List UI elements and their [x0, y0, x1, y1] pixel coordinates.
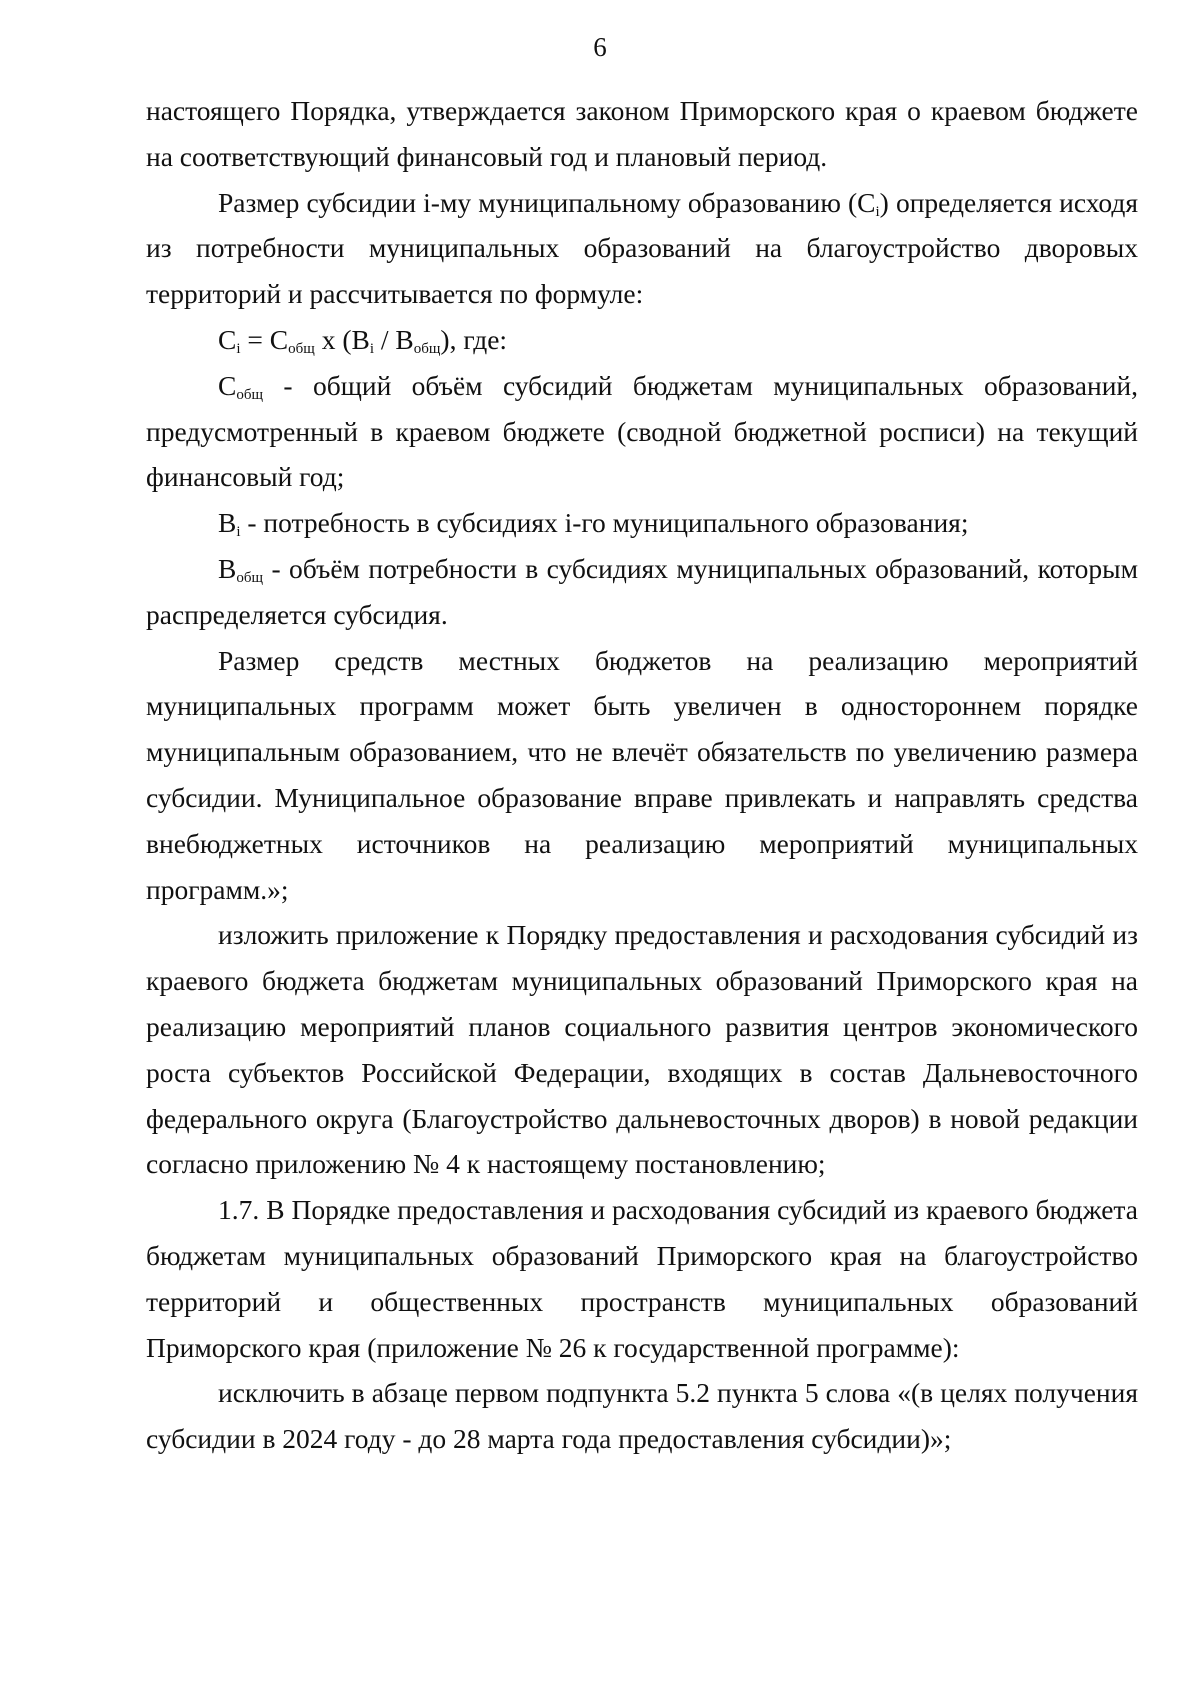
document-body	[146, 88, 1138, 1462]
formula-line	[146, 317, 1138, 363]
subscript: i	[236, 524, 241, 541]
paragraph-subsidy-size	[146, 180, 1138, 317]
paragraph-text: Размер субсидии i-му муниципальному образованию (C	[218, 186, 876, 218]
subscript: i	[875, 203, 880, 220]
formula-part: ), где:	[440, 323, 508, 355]
paragraph-exclusion: исключить в абзаце первом подпункта 5.2 пункта 5 слова «(в целях получения субсидии в 2024 году - до 28 марта года предоставления субсидии)»;	[146, 1377, 1138, 1455]
definition-text: - объём потребности в субсидиях муниципальных образований, которым распределяется субсидия.	[146, 552, 1138, 630]
subscript: общ	[288, 340, 315, 357]
formula-part: C	[218, 323, 237, 355]
paragraph-continuation: настоящего Порядка, утверждается законом Приморского края о краевом бюджете на соответствующий финансовый год и плановый период.	[146, 95, 1138, 172]
subscript: общ	[236, 386, 264, 403]
definition-text: - потребность в субсидиях i-го муниципального образования;	[240, 507, 969, 539]
paragraph-item-1-7: 1.7. В Порядке предоставления и расходования субсидий из краевого бюджета бюджетам муниципальных образований Приморского края на благоустройство территорий и общественных пространств муниципальных образований Приморского края (приложение № 26 к государственной программе):	[146, 1194, 1138, 1363]
subscript: i	[369, 340, 374, 357]
symbol: B	[218, 507, 237, 539]
formula-part: / B	[373, 323, 414, 355]
paragraph-appendix-change: изложить приложение к Порядку предоставления и расходования субсидий из краевого бюджета бюджетам муниципальных образований Приморского края на реализацию мероприятий планов социального развития центров экономического роста субъектов Российской Федерации, входящих в состав Дальневосточного федерального округа (Благоустройство дальневосточных дворов) в новой редакции согласно приложению № 4 к настоящему постановлению;	[146, 919, 1138, 1180]
definition-b-total	[146, 546, 1138, 638]
subscript: i	[236, 340, 241, 357]
subscript: общ	[413, 340, 441, 357]
symbol: B	[218, 552, 237, 584]
definition-text: - общий объём субсидий бюджетам муниципальных образований, предусмотренный в краевом бюджете (сводной бюджетной росписи) на текущий финансовый год;	[146, 369, 1138, 493]
paragraph-text: ) определяется исходя из потребности муниципальных образований на благоустройство дворовых территорий и рассчитывается по формуле:	[146, 186, 1138, 310]
definition-b-i	[146, 500, 1138, 546]
formula-part: x (B	[314, 323, 370, 355]
paragraph-local-budgets: Размер средств местных бюджетов на реализацию мероприятий муниципальных программ может быть увеличен в одностороннем порядке муниципальным образованием, что не влечёт обязательств по увеличению размера субсидии. Муниципальное образование вправе привлекать и направлять средства внебюджетных источников на реализацию мероприятий муниципальных программ.»;	[146, 644, 1138, 905]
formula-part: = C	[240, 323, 289, 355]
definition-c-total	[146, 363, 1138, 500]
subscript: общ	[236, 569, 264, 586]
page-number: 6	[593, 32, 607, 62]
symbol: C	[218, 369, 237, 401]
